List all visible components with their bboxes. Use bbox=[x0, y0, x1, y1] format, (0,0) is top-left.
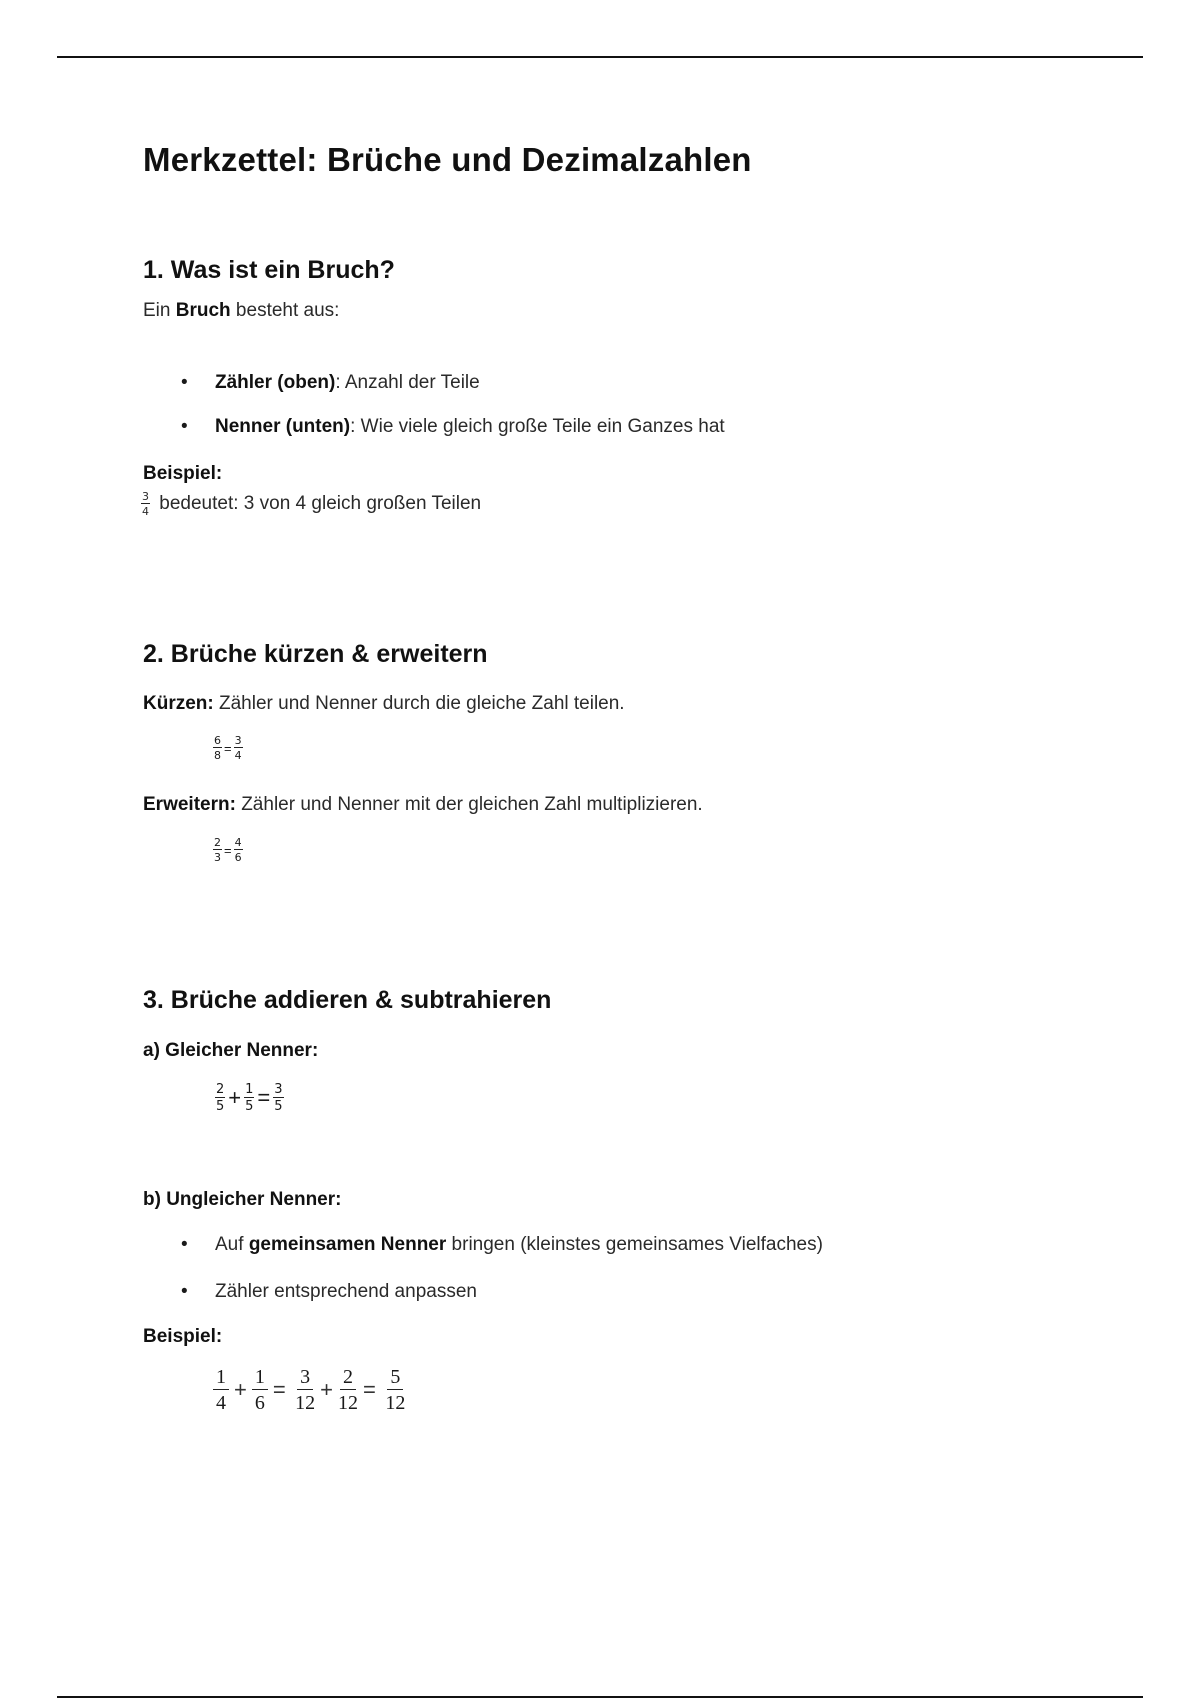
bullet-icon: • bbox=[181, 372, 188, 393]
denominator: 5 bbox=[216, 1099, 225, 1114]
top-rule bbox=[57, 56, 1143, 58]
denominator: 12 bbox=[338, 1392, 359, 1414]
numerator: 4 bbox=[234, 836, 242, 849]
kuerzen-equation bbox=[213, 735, 243, 761]
denominator: 12 bbox=[295, 1392, 316, 1414]
numerator: 2 bbox=[214, 836, 221, 849]
bullet-icon: • bbox=[181, 1281, 188, 1302]
ungleicher-nenner-equation bbox=[209, 1367, 409, 1413]
numerator: 2 bbox=[340, 1367, 356, 1390]
list-item-text: bringen (kleinstes gemeinsames Vielfaches) bbox=[446, 1234, 823, 1255]
list-item-nenner bbox=[215, 416, 725, 438]
erweitern-label: Erweitern: bbox=[143, 794, 236, 815]
numerator: 5 bbox=[387, 1367, 403, 1390]
intro-bold: Bruch bbox=[175, 300, 231, 321]
equals-sign: = bbox=[363, 1377, 376, 1402]
list-item-bold: Nenner (unten) bbox=[215, 416, 351, 437]
fraction bbox=[141, 491, 150, 517]
list-item-bold: Zähler (oben) bbox=[215, 372, 336, 393]
kuerzen-text: Zähler und Nenner durch die gleiche Zahl teilen. bbox=[213, 693, 625, 714]
list-item-gemeinsamer-nenner bbox=[215, 1234, 823, 1256]
numerator: 3 bbox=[234, 734, 242, 747]
numerator: 3 bbox=[142, 490, 149, 503]
plus-sign: + bbox=[228, 1085, 242, 1110]
bullet-icon: • bbox=[181, 416, 188, 437]
numerator: 1 bbox=[245, 1082, 254, 1097]
plus-sign: + bbox=[320, 1377, 334, 1402]
example-label-2: Beispiel: bbox=[143, 1326, 223, 1347]
kuerzen-line bbox=[143, 693, 625, 715]
denominator: 6 bbox=[254, 1392, 265, 1414]
denominator: 5 bbox=[274, 1099, 283, 1114]
section-1-intro bbox=[143, 300, 339, 322]
gleicher-nenner-label: a) Gleicher Nenner: bbox=[143, 1040, 319, 1061]
kuerzen-label: Kürzen: bbox=[143, 693, 214, 714]
intro-post: besteht aus: bbox=[230, 300, 340, 321]
erweitern-text: Zähler und Nenner mit der gleichen Zahl multiplizieren. bbox=[235, 794, 703, 815]
document-title: Merkzettel: Brüche und Dezimalzahlen bbox=[143, 141, 752, 178]
example-line bbox=[141, 491, 481, 517]
example-label: Beispiel: bbox=[143, 463, 223, 484]
list-item-text: Auf bbox=[215, 1234, 249, 1255]
list-item-zaehler bbox=[215, 372, 480, 394]
numerator: 3 bbox=[274, 1082, 283, 1097]
denominator: 5 bbox=[245, 1099, 254, 1114]
bottom-rule bbox=[57, 1696, 1143, 1698]
equals-sign: = bbox=[257, 1085, 271, 1110]
denominator: 4 bbox=[234, 749, 242, 762]
equals-sign: = bbox=[272, 1377, 286, 1402]
erweitern-line bbox=[143, 794, 703, 816]
numerator: 2 bbox=[216, 1082, 225, 1097]
equals-sign: = bbox=[224, 842, 232, 858]
ungleicher-nenner-label: b) Ungleicher Nenner: bbox=[143, 1189, 342, 1210]
numerator: 1 bbox=[252, 1367, 268, 1390]
example-text: bedeutet: 3 von 4 gleich großen Teilen bbox=[159, 493, 482, 514]
list-item-bold: gemeinsamen Nenner bbox=[248, 1234, 447, 1255]
denominator: 3 bbox=[214, 851, 221, 864]
denominator: 8 bbox=[214, 749, 221, 762]
section-1-heading: 1. Was ist ein Bruch? bbox=[143, 256, 395, 284]
denominator: 6 bbox=[234, 851, 242, 864]
denominator: 4 bbox=[216, 1392, 226, 1414]
numerator: 3 bbox=[297, 1367, 313, 1390]
numerator: 1 bbox=[213, 1367, 229, 1390]
list-item-zaehler-anpassen bbox=[215, 1281, 477, 1303]
intro-pre: Ein bbox=[143, 300, 176, 321]
equals-sign: = bbox=[224, 740, 232, 756]
list-item-text: Zähler entsprechend anpassen bbox=[215, 1281, 477, 1302]
list-item-text: : Anzahl der Teile bbox=[335, 372, 480, 393]
section-3-heading: 3. Brüche addieren & subtrahieren bbox=[143, 986, 552, 1014]
gleicher-nenner-equation bbox=[215, 1083, 284, 1113]
denominator: 4 bbox=[142, 505, 149, 518]
section-2-heading: 2. Brüche kürzen & erweitern bbox=[143, 640, 488, 668]
denominator: 12 bbox=[385, 1392, 406, 1414]
plus-sign: + bbox=[234, 1377, 247, 1402]
bullet-icon: • bbox=[181, 1234, 188, 1255]
numerator: 6 bbox=[214, 734, 221, 747]
erweitern-equation bbox=[213, 837, 243, 863]
list-item-text: : Wie viele gleich große Teile ein Ganzes hat bbox=[350, 416, 725, 437]
